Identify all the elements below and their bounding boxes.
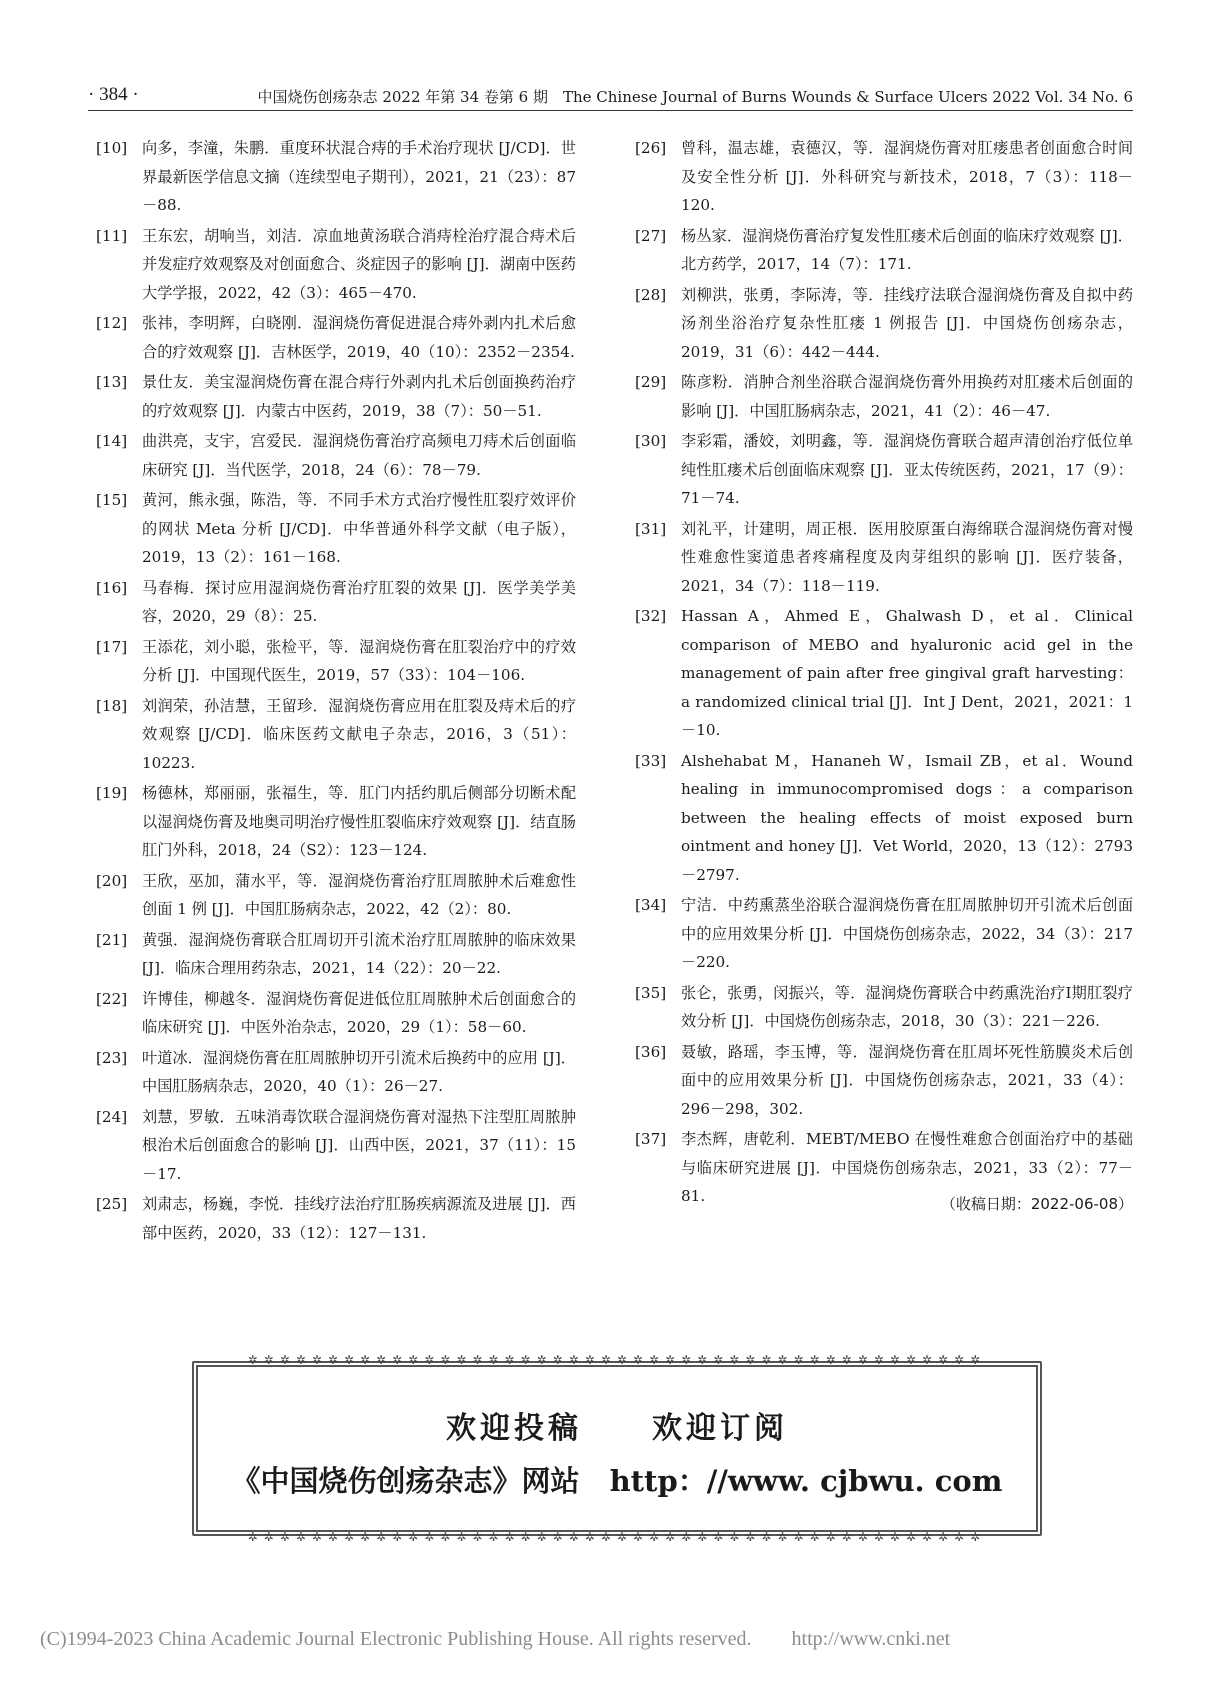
- reference-item: [96, 222, 576, 308]
- reference-item: [96, 1044, 576, 1101]
- reference-item: [96, 486, 576, 572]
- reference-text: 刘柳洪，张勇，李际涛，等．挂线疗法联合湿润烧伤膏及自拟中药汤剂坐浴治疗复杂性肛瘘 1 例报告 [J]．中国烧伤创疡杂志，2019，31（6）：442－444.: [681, 285, 1133, 361]
- reference-text: 黄河，熊永强，陈浩，等．不同手术方式治疗慢性肛裂疗效评价的网状 Meta 分析 [J/CD]．中华普通外科学文献（电子版），2019，13（2）：161－168.: [142, 491, 576, 566]
- reference-number: [24]: [96, 1107, 128, 1126]
- reference-item: [96, 926, 576, 983]
- reference-text: 陈彦粉．消肿合剂坐浴联合湿润烧伤膏外用换药对肛瘘术后创面的影响 [J]．中国肛肠病杂志，2021，41（2）：46－47.: [681, 373, 1133, 420]
- reference-number: [23]: [96, 1048, 128, 1067]
- reference-text: 李彩霜，潘姣，刘明鑫，等．湿润烧伤膏联合超声清创治疗低位单纯性肛瘘术后创面临床观察 [J]．亚太传统医药，2021，17（9）：71－74.: [681, 432, 1133, 507]
- reference-number: [33]: [635, 751, 667, 770]
- reference-item: [635, 979, 1133, 1036]
- reference-text: Alshehabat M，Hananeh W，Ismail ZB，et al．Wound healing in immunocompromised dogs：a comparison between the healing effects of moist exposed burn ointment and honey [J]．Vet World，2020，13（12）：2793－2797.: [681, 751, 1133, 884]
- reference-item: [96, 985, 576, 1042]
- reference-item: [96, 1103, 576, 1189]
- reference-number: [10]: [96, 139, 128, 157]
- reference-number: [37]: [635, 1130, 667, 1148]
- reference-text: 宁洁．中药熏蒸坐浴联合湿润烧伤膏在肛周脓肿切开引流术后创面中的应用效果分析 [J]．中国烧伤创疡杂志，2022，34（3）：217－220.: [681, 896, 1133, 971]
- reference-item: [96, 574, 576, 631]
- page-number: · 384 ·: [88, 84, 139, 105]
- reference-number: [15]: [96, 491, 128, 509]
- journal-site-label: 《中国烧伤创疡杂志》网站: [231, 1464, 580, 1498]
- reference-text: 刘润荣，孙洁慧，王留珍．湿润烧伤膏应用在肛裂及痔术后的疗效观察 [J/CD]．临床医药文献电子杂志，2016，3（51）：10223.: [142, 696, 576, 772]
- reference-text: 马春梅．探讨应用湿润烧伤膏治疗肛裂的效果 [J]．医学美学美容，2020，29（8）：25.: [142, 578, 576, 625]
- reference-text: 叶道冰．湿润烧伤膏在肛周脓肿切开引流术后换药中的应用 [J]．中国肛肠病杂志，2020，40（1）：26－27.: [142, 1048, 576, 1095]
- reference-text: 向多，李潼，朱鹏．重度环状混合痔的手术治疗现状 [J/CD]．世界最新医学信息文摘（连续型电子期刊），2021，21（23）：87－88.: [142, 139, 576, 214]
- reference-number: [14]: [96, 432, 128, 450]
- references-right-column: [635, 134, 1133, 1213]
- reference-text: 王添花，刘小聪，张检平，等．湿润烧伤膏在肛裂治疗中的疗效分析 [J]．中国现代医生，2019，57（33）：104－106.: [142, 637, 576, 684]
- reference-item: [96, 692, 576, 778]
- reference-item: [96, 309, 576, 366]
- journal-url[interactable]: http：//www. cjbwu. com: [609, 1464, 1003, 1498]
- reference-item: [635, 1038, 1133, 1124]
- reference-text: 王东宏，胡响当，刘洁．凉血地黄汤联合消痔栓治疗混合痔术后并发症疗效观察及对创面愈合、炎症因子的影响 [J]．湖南中医药大学学报，2022，42（3）：465－470.: [142, 226, 576, 302]
- reference-number: [13]: [96, 373, 128, 391]
- reference-number: [34]: [635, 896, 667, 914]
- welcome-subscription: 欢迎订阅: [652, 1411, 788, 1446]
- reference-text: 刘肃志，杨巍，李悦．挂线疗法治疗肛肠疾病源流及进展 [J]．西部中医药，2020，33（12）：127－131.: [142, 1195, 576, 1242]
- reference-item: [635, 747, 1133, 890]
- reference-text: 杨德林，郑丽丽，张福生，等．肛门内括约肌后侧部分切断术配以湿润烧伤膏及地奥司明治疗慢性肛裂临床疗效观察 [J]．结直肠肛门外科，2018，24（S2）：123－124.: [142, 784, 576, 859]
- reference-item: [635, 222, 1133, 279]
- reference-item: [635, 427, 1133, 513]
- reference-text: 张祎，李明辉，白晓刚．湿润烧伤膏促进混合痔外剥内扎术后愈合的疗效观察 [J]．吉林医学，2019，40（10）：2352－2354.: [142, 314, 576, 361]
- reference-number: [35]: [635, 983, 667, 1002]
- header-rule: [88, 110, 1133, 111]
- copyright-watermark: (C)1994-2023 China Academic Journal Electronic Publishing House. All rights reserved. http://www.cnki.net: [40, 1628, 951, 1650]
- references-left-column: [96, 134, 576, 1249]
- reference-text: 聂敏，路瑶，李玉博，等．湿润烧伤膏在肛周坏死性筋膜炎术后创面中的应用效果分析 [J]．中国烧伤创疡杂志，2021，33（4）：296－298，302.: [681, 1042, 1133, 1118]
- banner-ornament-bottom: ✲✲✲✲✲✲✲✲✲✲✲✲✲✲✲✲✲✲✲✲✲✲✲✲✲✲✲✲✲✲✲✲✲✲✲✲✲✲✲✲✲✲✲✲✲✲: [247, 1530, 987, 1544]
- reference-number: [22]: [96, 989, 128, 1008]
- reference-text: 许博佳，柳越冬．湿润烧伤膏促进低位肛周脓肿术后创面愈合的临床研究 [J]．中医外治杂志，2020，29（1）：58－60.: [142, 989, 576, 1036]
- reference-number: [20]: [96, 871, 128, 890]
- reference-number: [28]: [635, 285, 667, 304]
- reference-item: [96, 633, 576, 690]
- reference-text: Hassan A，Ahmed E，Ghalwash D，et al．Clinical comparison of MEBO and hyaluronic acid gel in the management of pain after free gingival graft harvesting：a randomized clinical trial [J]．Int J Dent，2021，2021：1－10.: [681, 607, 1133, 739]
- reference-number: [30]: [635, 432, 667, 450]
- reference-text: 李杰辉，唐乾利．MEBT/MEBO 在慢性难愈合创面治疗中的基础与临床研究进展 [J]．中国烧伤创疡杂志，2021，33（2）：77－81.: [681, 1130, 1133, 1205]
- reference-item: [96, 427, 576, 484]
- welcome-submission: 欢迎投稿: [446, 1411, 582, 1446]
- reference-number: [32]: [635, 607, 667, 625]
- reference-text: 刘慧，罗敏．五味消毒饮联合湿润烧伤膏对湿热下注型肛周脓肿根治术后创面愈合的影响 [J]．山西中医，2021，37（11）：15－17.: [142, 1107, 576, 1183]
- reference-number: [16]: [96, 578, 128, 597]
- reference-text: 刘礼平，计建明，周正根．医用胶原蛋白海绵联合湿润烧伤膏对慢性难愈性窦道患者疼痛程度及肉芽组织的影响 [J]．医疗装备，2021，34（7）：118－119.: [681, 519, 1133, 595]
- reference-item: [635, 134, 1133, 220]
- reference-number: [29]: [635, 373, 667, 391]
- reference-text: 曾科，温志雄，袁德汉，等．湿润烧伤膏对肛瘘患者创面愈合时间及安全性分析 [J]．外科研究与新技术，2018，7（3）：118－120.: [681, 139, 1133, 214]
- reference-item: [96, 134, 576, 220]
- reference-text: 景仕友．美宝湿润烧伤膏在混合痔行外剥内扎术后创面换药治疗的疗效观察 [J]．内蒙古中医药，2019，38（7）：50－51.: [142, 373, 576, 420]
- reference-text: 张仑，张勇，闵振兴，等．湿润烧伤膏联合中药熏洗治疗Ⅰ期肛裂疗效分析 [J]．中国烧伤创疡杂志，2018，30（3）：221－226.: [681, 983, 1133, 1030]
- reference-number: [27]: [635, 226, 667, 245]
- promo-banner: [192, 1353, 1042, 1544]
- reference-number: [36]: [635, 1042, 667, 1061]
- reference-item: [96, 368, 576, 425]
- banner-welcome-line: [192, 1403, 1042, 1447]
- banner-website-line: [192, 1459, 1042, 1500]
- reference-item: [96, 1190, 576, 1247]
- reference-number: [18]: [96, 696, 128, 715]
- reference-number: [21]: [96, 930, 128, 949]
- reference-number: [19]: [96, 784, 128, 802]
- reference-number: [12]: [96, 314, 128, 332]
- received-date: （收稿日期：2022-06-08）: [940, 1195, 1133, 1213]
- reference-text: 黄强．湿润烧伤膏联合肛周切开引流术治疗肛周脓肿的临床效果 [J]．临床合理用药杂志，2021，14（22）：20－22.: [142, 930, 576, 977]
- reference-item: [635, 602, 1133, 745]
- banner-ornament-top: ✲✲✲✲✲✲✲✲✲✲✲✲✲✲✲✲✲✲✲✲✲✲✲✲✲✲✲✲✲✲✲✲✲✲✲✲✲✲✲✲✲✲✲✲✲✲: [247, 1353, 987, 1367]
- reference-number: [11]: [96, 226, 128, 245]
- reference-item: [635, 515, 1133, 601]
- reference-item: [635, 281, 1133, 367]
- reference-number: [31]: [635, 519, 667, 538]
- reference-number: [17]: [96, 637, 128, 656]
- reference-number: [25]: [96, 1195, 128, 1213]
- reference-item: [96, 867, 576, 924]
- reference-text: 王欣，巫加，蒲水平，等．湿润烧伤膏治疗肛周脓肿术后难愈性创面 1 例 [J]．中国肛肠病杂志，2022，42（2）：80.: [142, 871, 576, 918]
- reference-item: [635, 891, 1133, 977]
- reference-text: 杨丛家．湿润烧伤膏治疗复发性肛瘘术后创面的临床疗效观察 [J]．北方药学，2017，14（7）：171.: [681, 226, 1133, 273]
- page-header: [88, 82, 1133, 112]
- banner-border: [192, 1361, 1042, 1536]
- running-head: 中国烧伤创疡杂志 2022 年第 34 卷第 6 期 The Chinese Journal of Burns Wounds & Surface Ulcers 2022 Vol. 34 No. 6: [257, 88, 1133, 106]
- reference-item: [96, 779, 576, 865]
- reference-text: 曲洪亮，支宇，宫爱民．湿润烧伤膏治疗高频电刀痔术后创面临床研究 [J]．当代医学，2018，24（6）：78－79.: [142, 432, 576, 479]
- reference-item: [635, 368, 1133, 425]
- reference-number: [26]: [635, 139, 667, 157]
